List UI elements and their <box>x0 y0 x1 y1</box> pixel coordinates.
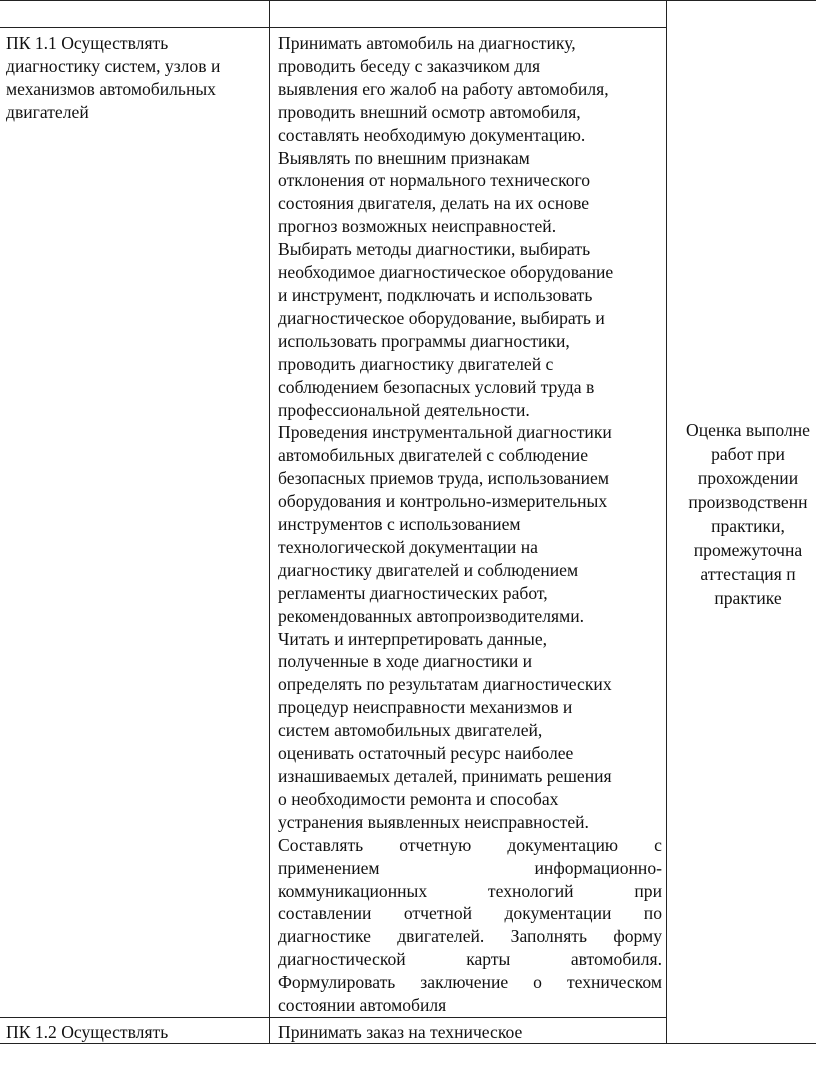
text-line: Проведения инструментальной диагностики <box>278 422 612 443</box>
text-line: составлении отчетной документации по <box>278 903 662 924</box>
text-line: оборудования и контрольно-измерительных <box>278 491 608 512</box>
text-line: инструментов с использованием <box>278 514 521 535</box>
text-line: и инструмент, подключать и использовать <box>278 284 593 305</box>
competency-cell: ПК 1.1 Осуществлять диагностику систем, узлов и механизмов автомобильных двигателей <box>6 33 221 122</box>
text-line: безопасных приемов труда, использованием <box>278 468 609 489</box>
text-line: Формулировать заключение о техническом <box>278 972 662 993</box>
text-line: проводить диагностику двигателей с <box>278 353 554 374</box>
text-line: аттестация п <box>700 564 796 584</box>
text-line: использовать программы диагностики, <box>278 330 570 351</box>
report-text <box>278 834 662 1017</box>
text-line: устранения выявленных неисправностей. <box>278 811 589 832</box>
header-row-border <box>0 27 666 28</box>
text-line: работ при <box>711 444 785 464</box>
text-line: диагностику двигателей и соблюдением <box>278 559 579 580</box>
text-line: коммуникационных технологий при <box>278 880 662 901</box>
column-divider-1 <box>269 0 270 1044</box>
text-line: выявления его жалоб на работу автомобиля, <box>278 78 609 99</box>
text-line: производственн <box>688 492 808 512</box>
text-line: о необходимости ремонта и способах <box>278 788 559 809</box>
text-line: состоянии автомобиля <box>278 995 447 1016</box>
skills-text <box>278 32 662 834</box>
text-line: Составлять отчетную документацию с <box>278 834 662 855</box>
text-line: составлять необходимую документацию. <box>278 124 586 145</box>
text-line: изнашиваемых деталей, принимать решения <box>278 766 612 786</box>
text-line: определять по результатам диагностических <box>278 674 612 695</box>
text-line: Выбирать методы диагностики, выбирать <box>278 239 591 260</box>
text-line: практики, <box>711 516 785 536</box>
text-line: процедур неисправности механизмов и <box>278 697 573 718</box>
text-line: Оценка выполне <box>686 420 810 440</box>
text-line: проводить внешний осмотр автомобиля, <box>278 101 581 122</box>
text-line: прогноз возможных неисправностей. <box>278 216 557 237</box>
text-line: Читать и интерпретировать данные, <box>278 628 548 649</box>
text-line: прохождении <box>697 468 799 488</box>
text-line: диагностической карты автомобиля. <box>278 949 662 970</box>
text-line: диагностике двигателей. Заполнять форму <box>278 926 662 947</box>
table-bottom-border <box>0 1043 816 1044</box>
text-line: оценивать остаточный ресурс наиболее <box>278 743 574 764</box>
skills-cell-2: Принимать заказ на техническое <box>278 1022 523 1042</box>
text-line: Выявлять по внешним признакам <box>278 147 530 168</box>
column-divider-2 <box>666 0 667 1044</box>
text-line: практике <box>714 588 782 608</box>
text-line: технологической документации на <box>278 536 538 557</box>
text-line: автомобильных двигателей с соблюдение <box>278 445 589 466</box>
table-top-border <box>0 0 816 1</box>
text-line: проводить беседу с заказчиком для <box>278 55 541 76</box>
text-line: отклонения от нормального технического <box>278 170 591 191</box>
text-line: необходимое диагностическое оборудование <box>278 262 614 283</box>
text-line: соблюдением безопасных условий труда в <box>278 376 595 397</box>
competency-cell-2: ПК 1.2 Осуществлять <box>6 1022 169 1042</box>
skills-cell <box>278 32 662 1017</box>
text-line: систем автомобильных двигателей, <box>278 720 543 741</box>
assessment-cell <box>668 418 816 610</box>
text-line: Принимать автомобиль на диагностику, <box>278 33 576 53</box>
text-line: полученные в ходе диагностики и <box>278 651 533 672</box>
text-line: профессиональной деятельности. <box>278 399 530 420</box>
text-line: применением информационно- <box>278 857 662 878</box>
text-line: промежуточна <box>693 540 803 560</box>
text-line: регламенты диагностических работ, <box>278 582 548 603</box>
text-line: состояния двигателя, делать на их основе <box>278 193 590 214</box>
text-line: диагностическое оборудование, выбирать и <box>278 307 605 328</box>
text-line: рекомендованных автопроизводителями. <box>278 605 585 626</box>
row-divider <box>0 1017 666 1018</box>
